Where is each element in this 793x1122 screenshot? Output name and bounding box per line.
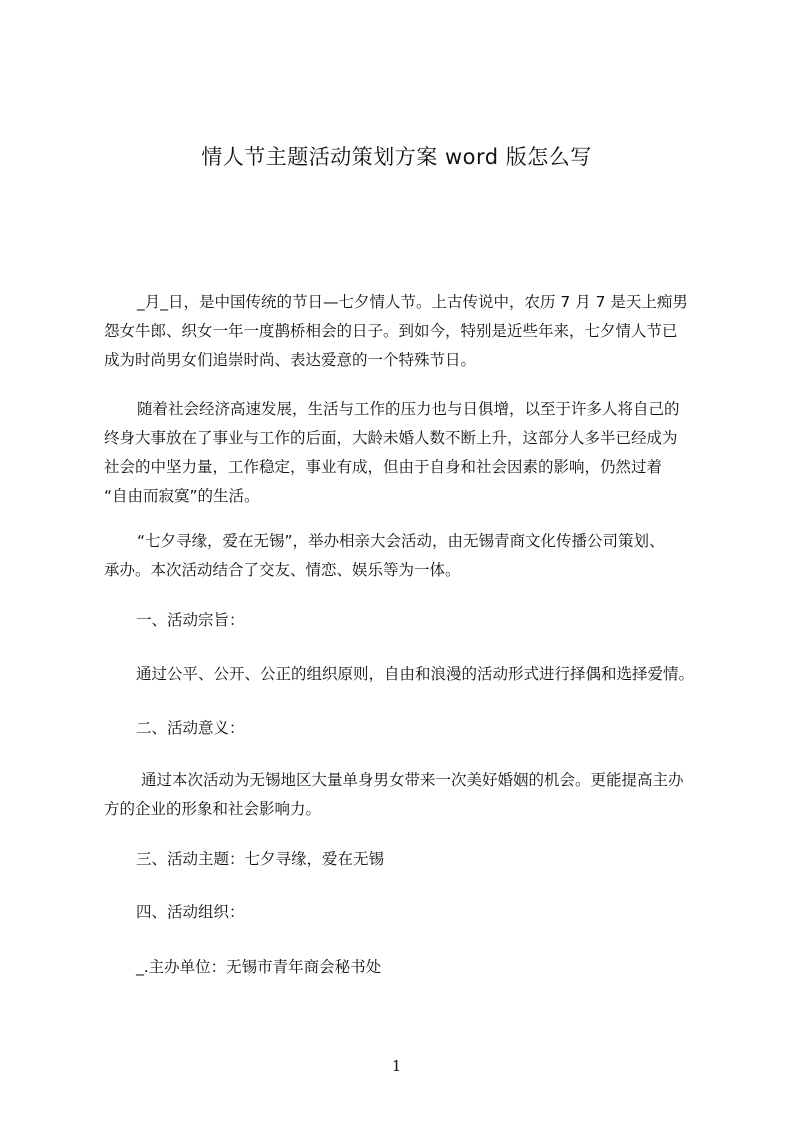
paragraph-line: “自由而寂寞”的生活。 [104, 487, 260, 505]
paragraph-line: _.主办单位：无锡市青年商会秘书处 [136, 958, 382, 976]
page-number: 1 [391, 1057, 402, 1075]
paragraph-background [104, 395, 680, 511]
heading-text: 一、活动宗旨： [136, 611, 245, 629]
paragraph-line: 随着社会经济高速发展，生活与工作的压力也与日俱增，以至于许多人将自己的 [137, 400, 680, 418]
section-heading-significance [136, 714, 245, 743]
paragraph-line: 通过公平、公开、公正的组织原则，自由和浪漫的活动形式进行择偶和选择爱情。 [136, 665, 695, 683]
heading-text: 二、活动意义： [136, 719, 245, 737]
paragraph-line: 怨女牛郎、织女一年一度鹊桥相会的日子。到如今，特别是近些年来，七夕情人节已 [104, 322, 678, 340]
paragraph-line: “七夕寻缘，爱在无锡”，举办相亲大会活动，由无锡青商文化传播公司策划、 [137, 532, 665, 550]
paragraph-line: 通过本次活动为无锡地区大量单身男女带来一次美好婚姻的机会。更能提高主办 [141, 771, 684, 789]
paragraph-line: 成为时尚男女们追崇时尚、表达爱意的一个特殊节日。 [104, 351, 477, 369]
paragraph-line: 方的企业的形象和社会影响力。 [104, 800, 322, 818]
paragraph-significance [104, 766, 684, 824]
paragraph-line: 承办。本次活动结合了交友、情恋、娱乐等为一体。 [104, 561, 461, 579]
heading-text: 三、活动主题：七夕寻缘，爱在无锡 [136, 850, 385, 868]
section-heading-theme [136, 845, 384, 874]
paragraph-intro [104, 288, 688, 375]
section-heading-organization [136, 898, 245, 927]
heading-text: 四、活动组织： [136, 903, 245, 921]
paragraph-line: _月_日，是中国传统的节日—七夕情人节。上古传说中，农历 7 月 7 是天上痴男 [137, 293, 688, 311]
section-heading-purpose [136, 606, 245, 635]
paragraph-line: 社会的中坚力量，工作稳定，事业有成，但由于自身和社会因素的影响，仍然过着 [104, 458, 663, 476]
paragraph-event [104, 527, 665, 585]
paragraph-host [136, 953, 381, 982]
paragraph-line: 终身大事放在了事业与工作的后面，大龄未婚人数不断上升，这部分人多半已经成为 [104, 429, 678, 447]
paragraph-purpose [136, 660, 694, 689]
document-title: 情人节主题活动策划方案 word 版怎么写 [201, 145, 592, 169]
